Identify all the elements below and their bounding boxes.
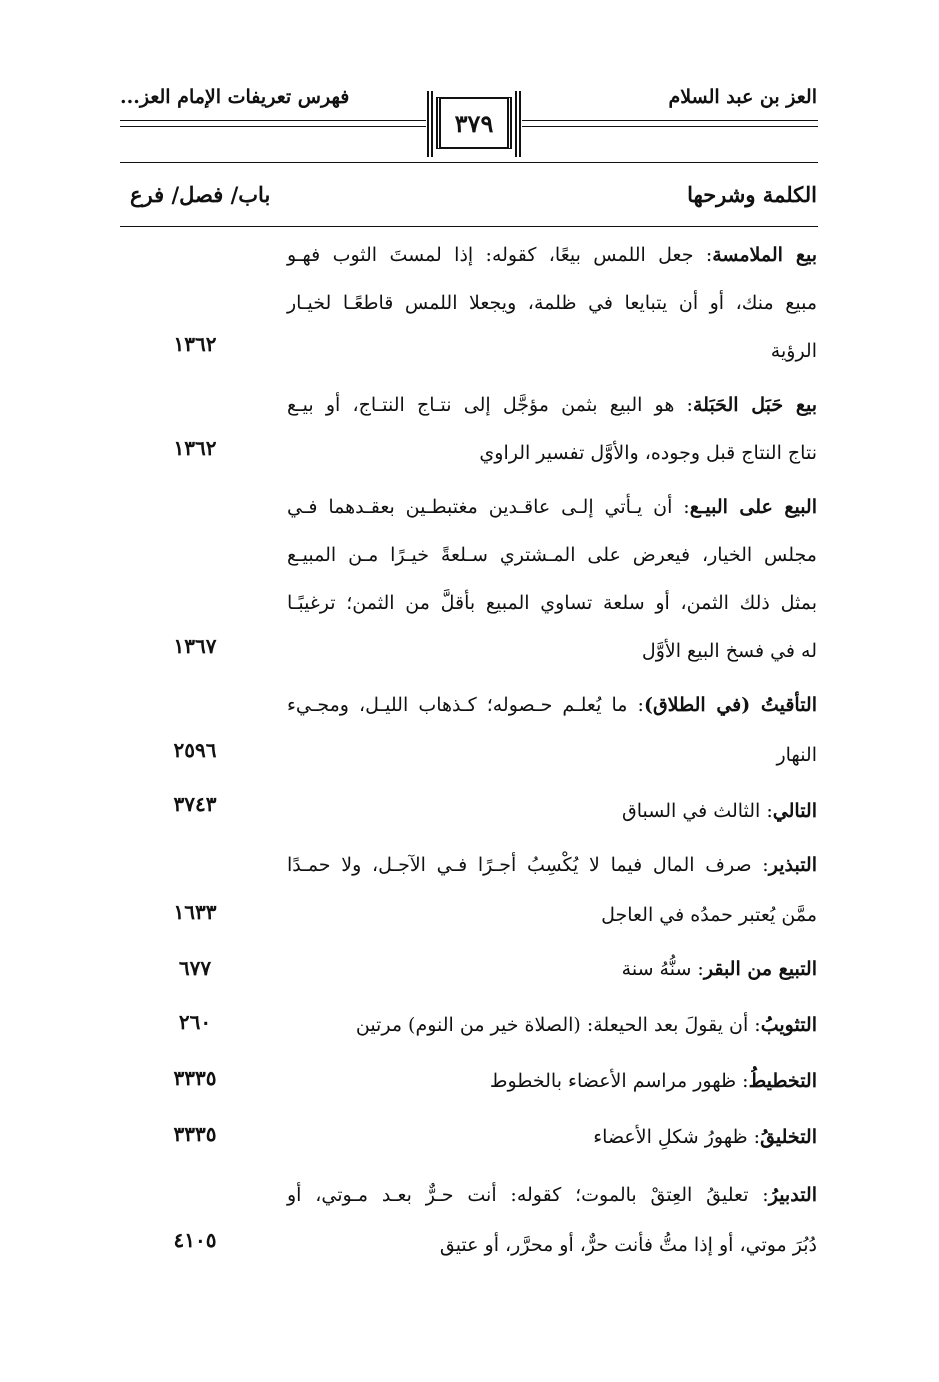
page-number-frame [436,97,512,149]
entry-text: ممَّن يُعتبر حمدُه في العاجل [601,904,817,926]
entry-text: : أن يـأتي إلـى عاقـدين مغتبطـين بعقـدهما فـي [287,496,690,518]
entry-text: الرؤية [770,340,817,362]
running-header-section: فهرس تعريفات الإمام العز... [120,86,350,108]
entry-line [287,904,817,926]
header-rule-left [120,120,426,121]
entry-text: له في فسخ البيع الأوَّل [641,640,817,662]
entry-reference: ١٦٣٣ [173,900,217,924]
entry-text: مبيع منك، أو أن يتبايعا في ظلمة، ويجعلا اللمس قاطعًـا لخيـار [287,292,817,314]
entry-term: التخطيطُ [748,1070,817,1092]
entry-reference: ١٣٦٢ [173,436,217,460]
entry-term: التدبيرُ [768,1184,817,1206]
entry-text: : سنُّهُ سنة [621,958,704,980]
entry-text: : ما يُعلـم حـصوله؛ كـذهاب الليـل، ومجـيء [287,694,644,716]
entry-text: : ظهور مراسم الأعضاء بالخطوط [489,1070,749,1092]
column-heading-word: الكلمة وشرحها [687,182,817,207]
entry-term: التأقيتُ (في الطلاق) [643,694,817,716]
column-heading-location: باب/ فصل/ فرع [130,182,271,207]
entry-text: مجلس الخيار، فيعرض على المـشتري سـلعةً خيـرًا مـن المبيـع [287,544,817,566]
entry-reference: ٤١٠٥ [173,1228,217,1252]
entry-text: نتاج النتاج قبل وجوده، والأوَّل تفسير الراوي [479,442,817,464]
entry-line [287,1014,817,1036]
page-number: ٣٧٩ [454,108,494,138]
entry-line [287,442,817,464]
entry-term: البيع على البيـع [689,496,817,518]
entry-line [287,496,817,518]
entry-text: دُبُرَ موتي، أو إذا متُّ فأنت حرٌّ، أو محرَّر، أو عتيق [439,1234,817,1256]
entry-line [287,1126,817,1148]
entry-reference: ٣٣٣٥ [173,1066,217,1090]
running-header-author: العز بن عبد السلام [668,86,817,108]
entry-line [287,592,817,614]
entry-line [287,800,817,822]
header-separator [120,162,818,163]
entry-term: التالي [772,800,817,822]
entry-line [287,694,817,716]
header-rule-left-thin [120,126,426,127]
column-heading-rule [120,226,818,227]
entry-text: : هو البيع بثمن مؤجَّل إلى نتـاج النتـاج، أو بيـع [287,394,693,416]
entry-line [287,640,817,662]
entry-reference: ٢٦٠ [178,1010,212,1034]
entry-term: التبيع من البقر [703,958,817,980]
entry-line [287,1234,817,1256]
entry-line [287,744,817,766]
entry-text: النهار [776,744,817,766]
entry-reference: ٣٧٤٣ [173,792,217,816]
entry-line [287,958,817,980]
entry-text: : صرف المال فيما لا يُكْسِبُ أجـرًا فـي الآجـل، ولا حمـدًا [287,854,769,876]
header-rule-right [522,120,818,121]
entry-term: بيع الملامسة [712,244,818,266]
entry-text: : ظهورُ شكلِ الأعضاء [593,1126,761,1148]
entry-line [287,292,817,314]
entry-line [287,394,817,416]
entry-term: بيع حَبَل الحَبَلة [692,394,817,416]
entry-text: : الثالث في السباق [622,800,773,822]
entry-term: التخليقُ [760,1126,817,1148]
entry-text: : أن يقولَ بعد الحيعلة: (الصلاة خير من النوم) مرتين [355,1014,761,1036]
entry-reference: ٦٧٧ [178,956,212,980]
header-rule-right-thin [522,126,818,127]
entry-reference: ٣٣٣٥ [173,1122,217,1146]
entry-text: : جعل اللمس بيعًا، كقوله: إذا لمستَ الثوب فهـو [287,244,713,266]
entry-text: : تعليقُ العِتقْ بالموت؛ كقوله: أنت حـرٌّ بعـد مـوتي، أو [287,1184,769,1206]
entry-line [287,340,817,362]
entry-term: التثويبُ [760,1014,817,1036]
entry-term: التبذير [768,854,817,876]
entry-reference: ٢٥٩٦ [173,738,217,762]
entry-line [287,1184,817,1206]
entry-reference: ١٣٦٢ [173,332,217,356]
entry-line [287,544,817,566]
entry-line [287,244,817,266]
entry-line [287,854,817,876]
entry-text: بمثل ذلك الثمن، أو سلعة تساوي المبيع بأقلَّ من الثمن؛ ترغيبًـا [287,592,817,614]
entry-reference: ١٣٦٧ [173,634,217,658]
entry-line [287,1070,817,1092]
